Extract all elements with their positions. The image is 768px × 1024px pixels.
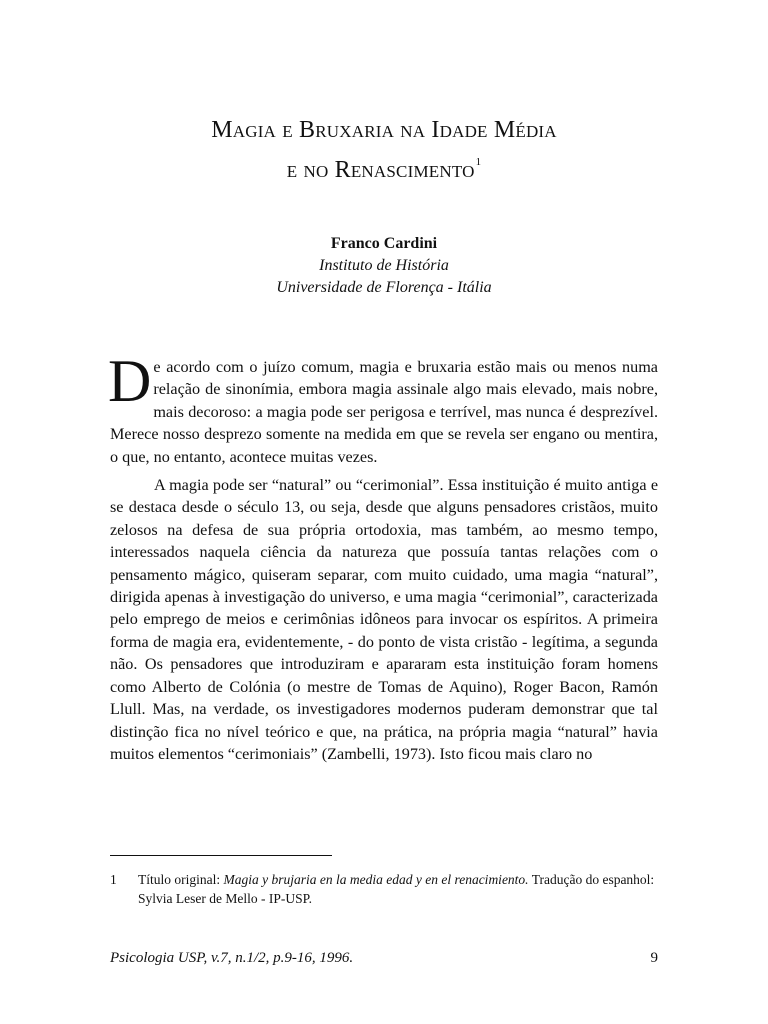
title-text-2: e no Renascimento <box>286 157 475 183</box>
article-title-line-2 <box>0 147 768 185</box>
footnote-original-title: Magia y brujaria en la media edad y en el renacimiento. <box>223 872 529 887</box>
footnote-divider <box>110 855 332 856</box>
footnote-translation: Tradução do espanhol: Sylvia Leser de Mello - IP-USP. <box>138 872 655 906</box>
author-university: Universidade de Florença - Itália <box>276 279 492 296</box>
title-footnote-marker[interactable]: 1 <box>475 156 482 168</box>
footnote-label: Título original: <box>138 872 221 887</box>
drop-cap: D <box>108 348 152 414</box>
article-body <box>108 348 658 765</box>
paragraph-2: A magia pode ser “natural” ou “cerimonial”. Essa instituição é muito antiga e se destaca desde o século 13, ou seja, desde que alguns pensadores cristãos, muito zelosos na defesa de sua própria ortodoxia, mas também, ao mesmo tempo, interessados naquela ciência da natureza que possuía tantas relações com o pensamento mágico, quiseram separar, com muito cuidado, uma magia “natural”, dirigida apenas à investigação do universo, e uma magia “cerimonial”, caracterizada pelo emprego de meios e cerimônias idôneos para invocar os espíritos. A primeira forma de magia era, evidentemente, - do ponto de vista cristão - legítima, a segunda não. Os pensadores que introduziram e apararam esta instituição foram homens como Alberto de Colónia (o mestre de Tomas de Aquino), Roger Bacon, Ramón Llull. Mas, na verdade, os investigadores modernos puderam demonstrar que tal distinção fica no nível teórico e que, na prática, na própria magia “natural” havia muitos elementos “cerimoniais” (Zambelli, 1973). Isto ficou mais claro no <box>110 476 658 763</box>
paragraph-1-text: e acordo com o juízo comum, magia e bruxaria estão mais ou menos numa relação de sinonímia, embora magia assinale algo mais elevado, mais nobre, mais decoroso: a magia pode ser perigosa e terrível, mas nunca é desprezível. Merece nosso desprezo somente na medida em que se revela ser engano ou mentira, o que, no entanto, acontece muitas vezes. <box>110 358 658 466</box>
article-title-line-1 <box>0 115 768 145</box>
footnote-number: 1 <box>110 872 117 887</box>
page-number: 9 <box>650 950 658 966</box>
author-institute: Instituto de História <box>319 257 449 274</box>
author-name: Franco Cardini <box>330 235 438 252</box>
footnote <box>110 870 658 908</box>
journal-citation: Psicologia USP, v.7, n.1/2, p.9-16, 1996. <box>110 950 354 966</box>
running-footer <box>110 948 658 968</box>
footnote-text <box>138 870 658 908</box>
title-text-1: Magia e Bruxaria na Idade Média <box>211 117 557 143</box>
paragraph-1 <box>108 348 658 468</box>
